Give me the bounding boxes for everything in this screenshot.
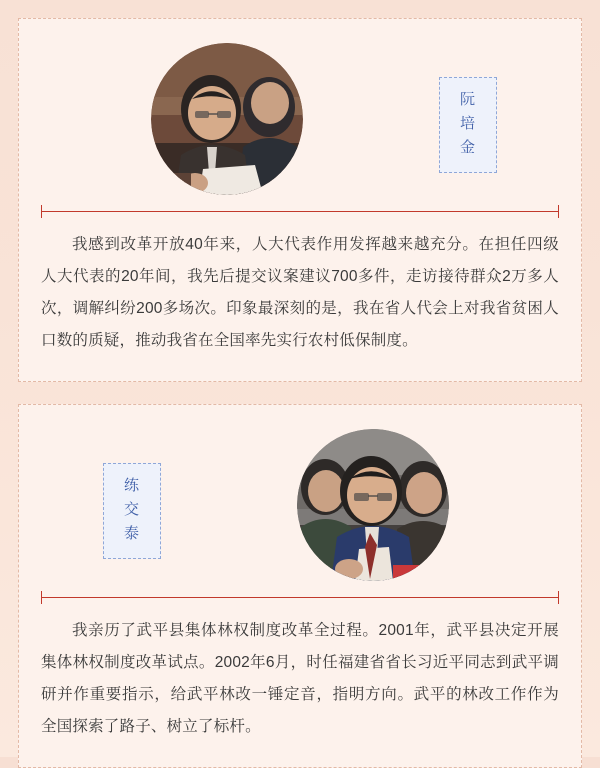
divider-line bbox=[41, 211, 559, 212]
portrait-photo-1 bbox=[151, 43, 303, 195]
card-content-1 bbox=[19, 19, 581, 381]
divider-line bbox=[41, 597, 559, 598]
section-divider-1 bbox=[41, 205, 559, 219]
speaker-name-1-char-0: 阮 bbox=[459, 91, 476, 108]
speaker-name-2-char-0: 练 bbox=[123, 477, 140, 494]
speaker-name-2 bbox=[103, 463, 161, 559]
speaker-name-2-char-2: 泰 bbox=[123, 525, 140, 542]
card-content-2 bbox=[19, 405, 581, 767]
testimonial-text-1: 我感到改革开放40年来，人大代表作用发挥越来越充分。在担任四级人大代表的20年间，我先后提交议案建议700多件，走访接待群众2万多人次，调解纠纷200多场次。印象最深刻的是，我在省人代会上对我省贫困人口数的质疑，推动我省在全国率先实行农村低保制度。 bbox=[41, 236, 559, 349]
divider-tick-right bbox=[558, 591, 559, 604]
divider-tick-left bbox=[41, 205, 42, 218]
divider-tick-right bbox=[558, 205, 559, 218]
speaker-name-1-char-1: 培 bbox=[459, 115, 476, 132]
testimonial-text-2: 我亲历了武平县集体林权制度改革全过程。2001年，武平县决定开展集体林权制度改革试点。2002年6月，时任福建省省长习近平同志到武平调研并作重要指示，给武平林改一锤定音，指明方向。武平的林改工作作为全国探索了路子、树立了标杆。 bbox=[41, 622, 559, 735]
speaker-name-1 bbox=[439, 77, 497, 173]
card-header-2 bbox=[41, 421, 559, 589]
testimonial-card-1 bbox=[18, 18, 582, 382]
speaker-name-1-char-2: 金 bbox=[459, 139, 476, 156]
divider-tick-left bbox=[41, 591, 42, 604]
section-divider-2 bbox=[41, 591, 559, 605]
portrait-photo-2 bbox=[297, 429, 449, 581]
card-header-1 bbox=[41, 35, 559, 203]
speaker-name-2-char-1: 交 bbox=[123, 501, 140, 518]
testimonial-card-2 bbox=[18, 404, 582, 768]
